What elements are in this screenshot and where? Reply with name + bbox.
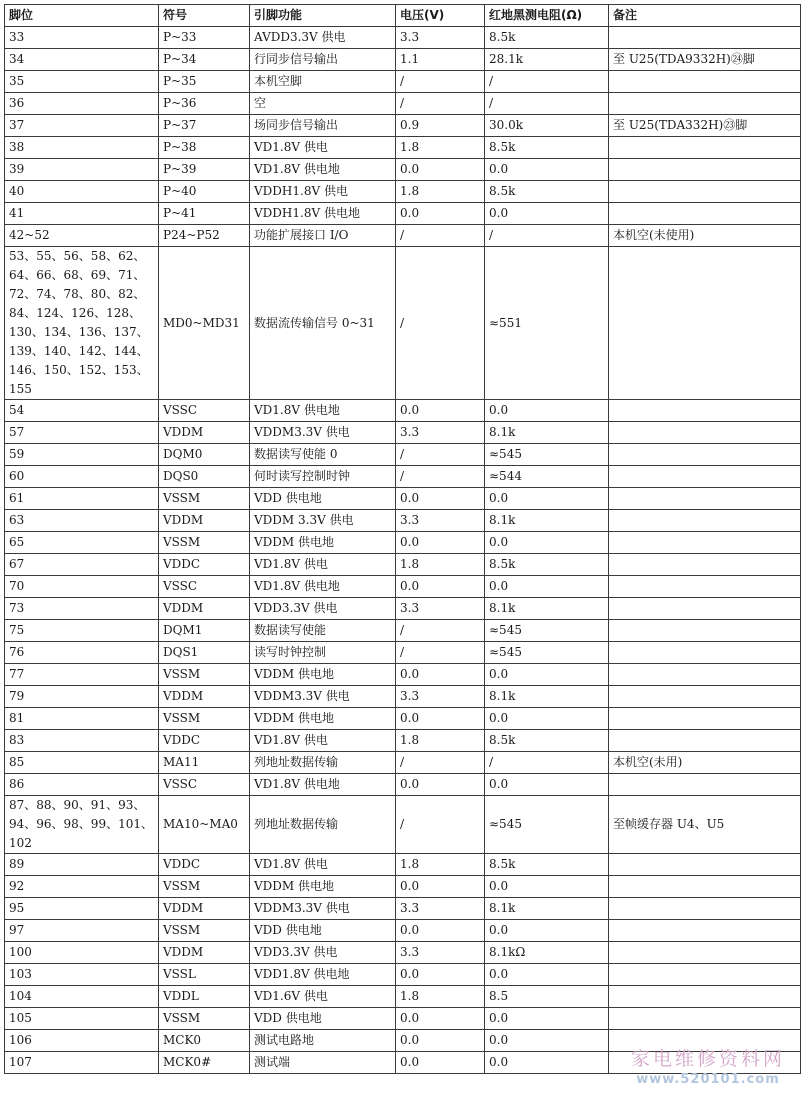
cell-resistance: ≈545 [485,444,609,466]
cell-pin: 70 [5,576,159,598]
cell-pin: 34 [5,49,159,71]
cell-resistance: 0.0 [485,876,609,898]
cell-pin: 53、55、56、58、62、64、66、68、69、71、72、74、78、80、82、84、124、126、128、130、134、136、137、139、140、142、144、146、150、152、153、155 [5,247,159,400]
cell-function: VDDM 3.3V 供电 [250,510,396,532]
cell-pin: 89 [5,854,159,876]
cell-symbol: DQS0 [159,466,250,488]
cell-pin: 54 [5,400,159,422]
cell-note [609,27,801,49]
cell-resistance: 8.5k [485,854,609,876]
cell-pin: 35 [5,71,159,93]
cell-note [609,920,801,942]
cell-voltage: 0.0 [396,159,485,181]
table-row [5,181,801,203]
cell-pin: 60 [5,466,159,488]
cell-resistance: 8.5k [485,730,609,752]
header-voltage: 电压(V) [396,5,485,27]
cell-function: VDDM3.3V 供电 [250,686,396,708]
table-row [5,620,801,642]
table-row [5,400,801,422]
cell-note [609,942,801,964]
cell-voltage: 0.0 [396,400,485,422]
cell-resistance: / [485,752,609,774]
pin-function-table [4,4,801,1074]
cell-symbol: MD0~MD31 [159,247,250,400]
table-row [5,898,801,920]
table-row [5,159,801,181]
cell-symbol: DQM0 [159,444,250,466]
cell-function: VDD3.3V 供电 [250,942,396,964]
cell-function: VD1.8V 供电地 [250,400,396,422]
table-row [5,247,801,400]
cell-note: 本机空(未使用) [609,225,801,247]
cell-symbol: DQS1 [159,642,250,664]
cell-resistance: / [485,93,609,115]
cell-resistance: 0.0 [485,1008,609,1030]
cell-symbol: VSSM [159,708,250,730]
cell-pin: 76 [5,642,159,664]
cell-function: AVDD3.3V 供电 [250,27,396,49]
cell-note [609,598,801,620]
cell-resistance: 8.1kΩ [485,942,609,964]
cell-voltage: / [396,466,485,488]
table-row [5,774,801,796]
table-row [5,422,801,444]
cell-pin: 33 [5,27,159,49]
cell-resistance: 8.1k [485,510,609,532]
watermark-text: 家电维修资料网 [630,1048,785,1070]
table-row [5,532,801,554]
cell-pin: 63 [5,510,159,532]
table-row [5,27,801,49]
cell-voltage: / [396,620,485,642]
cell-symbol: P~35 [159,71,250,93]
cell-function: VDDM3.3V 供电 [250,898,396,920]
cell-function: VD1.6V 供电 [250,986,396,1008]
table-row [5,576,801,598]
table-row [5,876,801,898]
cell-resistance: 8.1k [485,598,609,620]
table-row [5,642,801,664]
cell-note [609,774,801,796]
cell-resistance: ≈545 [485,796,609,854]
cell-function: VDD 供电地 [250,1008,396,1030]
cell-pin: 107 [5,1052,159,1074]
table-row [5,708,801,730]
cell-voltage: 3.3 [396,942,485,964]
cell-note [609,554,801,576]
cell-voltage: 1.8 [396,730,485,752]
cell-note [609,664,801,686]
cell-resistance: 0.0 [485,920,609,942]
table-row [5,796,801,854]
cell-resistance: 8.5k [485,137,609,159]
cell-symbol: VDDM [159,686,250,708]
cell-note [609,137,801,159]
cell-resistance: 0.0 [485,576,609,598]
cell-symbol: P~37 [159,115,250,137]
cell-voltage: 0.0 [396,774,485,796]
cell-resistance: 0.0 [485,708,609,730]
cell-function: 本机空脚 [250,71,396,93]
header-symbol: 符号 [159,5,250,27]
cell-note [609,203,801,225]
table-row [5,115,801,137]
cell-pin: 92 [5,876,159,898]
watermark-url: www.520101.com [636,1072,780,1087]
cell-resistance: / [485,225,609,247]
cell-note [609,532,801,554]
cell-note [609,876,801,898]
cell-voltage: 0.0 [396,1052,485,1074]
cell-function: VD1.8V 供电地 [250,774,396,796]
cell-symbol: VDDM [159,422,250,444]
cell-function: 何时读写控制时钟 [250,466,396,488]
table-row [5,488,801,510]
cell-voltage: 3.3 [396,898,485,920]
table-body [5,27,801,1074]
table-row [5,964,801,986]
cell-note [609,986,801,1008]
cell-voltage: 0.0 [396,576,485,598]
cell-resistance: 8.5k [485,554,609,576]
table-row [5,598,801,620]
cell-resistance: ≈544 [485,466,609,488]
cell-resistance: ≈551 [485,247,609,400]
cell-voltage: 0.0 [396,532,485,554]
table-row [5,203,801,225]
cell-note [609,400,801,422]
cell-resistance: 0.0 [485,664,609,686]
cell-function: VDDM3.3V 供电 [250,422,396,444]
cell-note: 本机空(未用) [609,752,801,774]
cell-voltage: 0.0 [396,708,485,730]
cell-symbol: VDDL [159,986,250,1008]
cell-pin: 77 [5,664,159,686]
cell-note [609,71,801,93]
cell-symbol: MCK0 [159,1030,250,1052]
cell-symbol: VSSM [159,488,250,510]
cell-function: VD1.8V 供电 [250,554,396,576]
cell-symbol: VDDM [159,598,250,620]
cell-function: 行同步信号输出 [250,49,396,71]
cell-note [609,730,801,752]
cell-voltage: / [396,247,485,400]
cell-pin: 37 [5,115,159,137]
cell-note [609,620,801,642]
cell-note: 至帧缓存器 U4、U5 [609,796,801,854]
cell-note [609,444,801,466]
cell-symbol: VSSM [159,664,250,686]
cell-voltage: 1.8 [396,181,485,203]
cell-resistance: 0.0 [485,488,609,510]
cell-resistance: 8.5k [485,27,609,49]
cell-pin: 100 [5,942,159,964]
cell-function: VD1.8V 供电地 [250,159,396,181]
table-row [5,444,801,466]
cell-voltage: 1.8 [396,137,485,159]
cell-function: VDD 供电地 [250,920,396,942]
cell-pin: 86 [5,774,159,796]
cell-voltage: 3.3 [396,598,485,620]
cell-symbol: VSSC [159,774,250,796]
cell-note [609,466,801,488]
cell-pin: 57 [5,422,159,444]
table-header-row [5,5,801,27]
cell-symbol: MA10~MA0 [159,796,250,854]
cell-voltage: 0.0 [396,664,485,686]
cell-resistance: 8.1k [485,686,609,708]
cell-voltage: 0.0 [396,920,485,942]
cell-voltage: 1.1 [396,49,485,71]
cell-symbol: VDDM [159,510,250,532]
cell-function: 功能扩展接口 I/O [250,225,396,247]
cell-resistance: 28.1k [485,49,609,71]
cell-symbol: VSSM [159,532,250,554]
cell-symbol: MA11 [159,752,250,774]
cell-function: VDD3.3V 供电 [250,598,396,620]
table-row [5,986,801,1008]
cell-note: 至 U25(TDA9332H)㉔脚 [609,49,801,71]
table-row [5,93,801,115]
cell-resistance: 8.1k [485,898,609,920]
cell-symbol: P~38 [159,137,250,159]
table-row [5,686,801,708]
cell-function: VDD1.8V 供电地 [250,964,396,986]
cell-symbol: P~34 [159,49,250,71]
cell-voltage: / [396,444,485,466]
cell-function: 数据流传输信号 0~31 [250,247,396,400]
cell-voltage: 1.8 [396,554,485,576]
cell-function: VDDM 供电地 [250,532,396,554]
cell-resistance: 0.0 [485,1052,609,1074]
cell-resistance: 0.0 [485,964,609,986]
cell-symbol: VSSM [159,876,250,898]
cell-function: VD1.8V 供电地 [250,576,396,598]
cell-resistance: 0.0 [485,159,609,181]
cell-pin: 61 [5,488,159,510]
cell-function: VD1.8V 供电 [250,854,396,876]
cell-pin: 75 [5,620,159,642]
table-row [5,920,801,942]
cell-pin: 36 [5,93,159,115]
cell-function: VDDH1.8V 供电 [250,181,396,203]
cell-note [609,854,801,876]
cell-function: VDDH1.8V 供电地 [250,203,396,225]
cell-symbol: P~39 [159,159,250,181]
cell-voltage: / [396,642,485,664]
cell-symbol: VDDC [159,554,250,576]
header-resistance: 红地黑测电阻(Ω) [485,5,609,27]
cell-pin: 65 [5,532,159,554]
table-row [5,1008,801,1030]
table-row [5,942,801,964]
cell-function: 测试端 [250,1052,396,1074]
table-row [5,554,801,576]
cell-symbol: DQM1 [159,620,250,642]
cell-function: 场同步信号输出 [250,115,396,137]
table-row [5,854,801,876]
cell-symbol: MCK0# [159,1052,250,1074]
cell-note [609,247,801,400]
cell-symbol: P~40 [159,181,250,203]
cell-note [609,93,801,115]
cell-function: 数据读写使能 0 [250,444,396,466]
cell-function: 测试电路地 [250,1030,396,1052]
cell-voltage: 0.0 [396,203,485,225]
cell-function: 数据读写使能 [250,620,396,642]
cell-function: VD1.8V 供电 [250,730,396,752]
cell-pin: 103 [5,964,159,986]
cell-pin: 39 [5,159,159,181]
cell-resistance: 0.0 [485,400,609,422]
cell-function: VD1.8V 供电 [250,137,396,159]
cell-function: 列地址数据传输 [250,752,396,774]
cell-function: 读写时钟控制 [250,642,396,664]
cell-function: VDDM 供电地 [250,708,396,730]
cell-voltage: / [396,93,485,115]
cell-voltage: 0.0 [396,876,485,898]
cell-voltage: 0.0 [396,964,485,986]
cell-voltage: 3.3 [396,27,485,49]
cell-voltage: / [396,71,485,93]
cell-resistance: 30.0k [485,115,609,137]
cell-voltage: 3.3 [396,422,485,444]
table-row [5,510,801,532]
cell-pin: 85 [5,752,159,774]
cell-pin: 41 [5,203,159,225]
table-row [5,49,801,71]
cell-note [609,510,801,532]
cell-resistance: 8.5k [485,181,609,203]
cell-resistance: 8.1k [485,422,609,444]
cell-voltage: 3.3 [396,686,485,708]
table-row [5,71,801,93]
cell-resistance: 0.0 [485,203,609,225]
cell-note: 至 U25(TDA332H)㉓脚 [609,115,801,137]
cell-pin: 81 [5,708,159,730]
table-row [5,137,801,159]
cell-resistance: / [485,71,609,93]
cell-pin: 95 [5,898,159,920]
cell-note [609,642,801,664]
cell-symbol: P~33 [159,27,250,49]
cell-note [609,686,801,708]
cell-resistance: 0.0 [485,774,609,796]
cell-pin: 104 [5,986,159,1008]
site-watermark [616,1046,800,1092]
cell-voltage: 1.8 [396,854,485,876]
header-pin: 脚位 [5,5,159,27]
cell-resistance: 0.0 [485,532,609,554]
table-row [5,752,801,774]
cell-symbol: P~36 [159,93,250,115]
cell-note [609,488,801,510]
cell-pin: 40 [5,181,159,203]
cell-voltage: 0.0 [396,1030,485,1052]
cell-symbol: VSSL [159,964,250,986]
cell-voltage: / [396,752,485,774]
cell-note [609,181,801,203]
cell-note [609,964,801,986]
cell-pin: 67 [5,554,159,576]
table-row [5,730,801,752]
cell-function: VDD 供电地 [250,488,396,510]
cell-voltage: 0.0 [396,1008,485,1030]
cell-symbol: VSSC [159,400,250,422]
table-row [5,664,801,686]
cell-resistance: 8.5 [485,986,609,1008]
cell-pin: 87、88、90、91、93、94、96、98、99、101、102 [5,796,159,854]
cell-function: VDDM 供电地 [250,664,396,686]
cell-function: 空 [250,93,396,115]
cell-voltage: 0.9 [396,115,485,137]
header-note: 备注 [609,5,801,27]
cell-pin: 59 [5,444,159,466]
cell-pin: 73 [5,598,159,620]
cell-symbol: VSSM [159,920,250,942]
cell-function: 列地址数据传输 [250,796,396,854]
cell-note [609,422,801,444]
cell-symbol: VDDC [159,854,250,876]
cell-pin: 38 [5,137,159,159]
cell-symbol: P24~P52 [159,225,250,247]
cell-voltage: 0.0 [396,488,485,510]
cell-note [609,576,801,598]
cell-voltage: / [396,225,485,247]
cell-pin: 105 [5,1008,159,1030]
table-row [5,466,801,488]
header-function: 引脚功能 [250,5,396,27]
cell-symbol: VDDM [159,942,250,964]
cell-pin: 42~52 [5,225,159,247]
cell-symbol: P~41 [159,203,250,225]
cell-resistance: ≈545 [485,620,609,642]
cell-note [609,159,801,181]
cell-note [609,898,801,920]
table-row [5,225,801,247]
cell-voltage: 3.3 [396,510,485,532]
cell-resistance: 0.0 [485,1030,609,1052]
cell-pin: 97 [5,920,159,942]
cell-note [609,1008,801,1030]
cell-voltage: / [396,796,485,854]
cell-function: VDDM 供电地 [250,876,396,898]
cell-symbol: VSSM [159,1008,250,1030]
cell-pin: 106 [5,1030,159,1052]
cell-note [609,708,801,730]
cell-symbol: VSSC [159,576,250,598]
cell-symbol: VDDM [159,898,250,920]
cell-pin: 79 [5,686,159,708]
cell-voltage: 1.8 [396,986,485,1008]
cell-symbol: VDDC [159,730,250,752]
cell-pin: 83 [5,730,159,752]
cell-resistance: ≈545 [485,642,609,664]
